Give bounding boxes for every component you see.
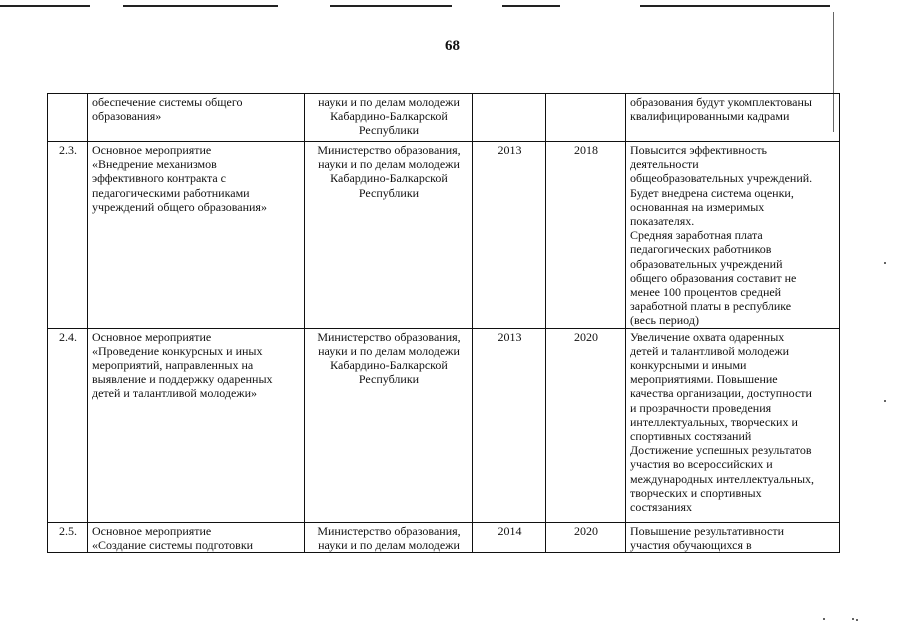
start-year-cell <box>473 94 546 142</box>
cell-text-line: 2.3. <box>59 143 77 157</box>
start-year-cell <box>473 522 546 552</box>
scan-speck <box>852 618 854 620</box>
executor-cell <box>305 328 473 522</box>
cell-text-line: науки и по делам молодежи <box>318 157 460 172</box>
cell-text-line: детей и талантливой молодежи <box>630 343 789 358</box>
scan-speck <box>823 618 825 620</box>
cell-text-line: Основное мероприятие <box>92 523 212 538</box>
cell-text-line: науки и по делам молодежи <box>318 537 460 552</box>
table-row <box>48 142 840 329</box>
scan-speck <box>884 262 886 264</box>
cell-text-line: педагогических работников <box>630 242 772 257</box>
cell-text-line: 2020 <box>574 523 598 538</box>
cell-text-line: квалифицированными кадрами <box>630 109 790 124</box>
cell-text-line: творческих и спортивных <box>630 485 762 500</box>
cell-text-line: Республики <box>358 372 420 387</box>
scan-top-rule <box>330 5 452 7</box>
cell-text-line: Республики <box>358 123 420 138</box>
program-measures-table <box>47 93 840 553</box>
scan-speck <box>856 619 858 621</box>
row-number-cell <box>48 522 88 552</box>
cell-text-line: Министерство образования, <box>317 329 461 344</box>
cell-text-line: науки и по делам молодежи <box>318 343 460 358</box>
end-year-cell <box>546 142 626 329</box>
cell-text-line: 2020 <box>574 329 598 344</box>
start-year-cell <box>473 142 546 329</box>
cell-text-line: и прозрачности проведения <box>630 400 772 415</box>
measure-name-cell <box>88 328 305 522</box>
cell-text-line: Основное мероприятие <box>92 329 212 344</box>
measure-name-cell <box>88 522 305 552</box>
end-year-cell <box>546 522 626 552</box>
cell-text-line: Республики <box>358 185 420 200</box>
cell-text-line: Кабардино-Балкарской <box>330 171 448 186</box>
executor-cell <box>305 522 473 552</box>
cell-text-line: Кабардино-Балкарской <box>330 109 448 124</box>
cell-text-line: Увеличение охвата одаренных <box>630 329 785 344</box>
cell-text-line: «Проведение конкурсных и иных <box>92 343 263 358</box>
row-number-cell <box>48 94 88 142</box>
cell-text-line: эффективного контракта с <box>92 171 227 186</box>
table-row <box>48 328 840 522</box>
cell-text-line: «Создание системы подготовки <box>92 537 254 552</box>
cell-text-line: 2.5. <box>59 523 77 538</box>
scan-top-rule <box>123 5 278 7</box>
scan-top-rule <box>502 5 560 7</box>
table-row <box>48 94 840 142</box>
cell-text-line: участия во всероссийских и <box>630 457 773 472</box>
measure-name-cell <box>88 94 305 142</box>
cell-text-line: 2.4. <box>59 329 77 344</box>
cell-text-line: конкурсными и иными <box>630 358 747 373</box>
expected-result-cell <box>626 142 840 329</box>
row-number-cell <box>48 328 88 522</box>
cell-text-line: показателях. <box>630 214 695 229</box>
cell-text-line: Средняя заработная плата <box>630 228 763 243</box>
cell-text-line: основанная на измеримых <box>630 199 765 214</box>
cell-text-line: науки и по делам молодежи <box>318 95 460 109</box>
cell-text-line: заработной платы в республике <box>630 299 792 314</box>
end-year-cell <box>546 94 626 142</box>
cell-text-line: Министерство образования, <box>317 143 461 157</box>
table-row <box>48 522 840 552</box>
cell-text-line: состязаниях <box>630 500 692 515</box>
cell-text-line: международных интеллектуальных, <box>630 471 815 486</box>
cell-text-line: Достижение успешных результатов <box>630 443 812 458</box>
cell-text-line: учреждений общего образования» <box>92 199 267 214</box>
cell-text-line: 2014 <box>497 523 522 538</box>
row-number-cell <box>48 142 88 329</box>
cell-text-line: Повышение результативности <box>630 523 785 538</box>
cell-text-line: общего образования составит не <box>630 270 797 285</box>
executor-cell <box>305 142 473 329</box>
scan-top-rule <box>0 5 90 7</box>
cell-text-line: качества организации, доступности <box>630 386 812 401</box>
cell-text-line: образовательных учреждений <box>630 256 783 271</box>
cell-text-line: мероприятиями. Повышение <box>630 372 778 387</box>
executor-cell <box>305 94 473 142</box>
cell-text-line: общеобразовательных учреждений. <box>630 171 813 186</box>
cell-text-line: 2013 <box>497 143 522 157</box>
end-year-cell <box>546 328 626 522</box>
cell-text-line: интеллектуальных, творческих и <box>630 414 798 429</box>
cell-text-line: Будет внедрена система оценки, <box>630 185 794 200</box>
cell-text-line: (весь период) <box>630 313 699 328</box>
expected-result-cell <box>626 522 840 552</box>
cell-text-line: образования будут укомплектованы <box>630 95 812 109</box>
cell-text-line: 2018 <box>574 143 598 157</box>
expected-result-cell <box>626 328 840 522</box>
cell-text-line: спортивных состязаний <box>630 429 752 444</box>
cell-text-line: выявление и поддержку одаренных <box>92 372 273 387</box>
cell-text-line: Министерство образования, <box>317 523 461 538</box>
cell-text-line: педагогическими работниками <box>92 185 250 200</box>
cell-text-line: Основное мероприятие <box>92 143 212 157</box>
scan-top-rule <box>640 5 830 7</box>
cell-text-line: детей и талантливой молодежи» <box>92 386 257 401</box>
cell-text-line: Кабардино-Балкарской <box>330 358 448 373</box>
cell-text-line: 2013 <box>497 329 522 344</box>
measure-name-cell <box>88 142 305 329</box>
page-number: 68 <box>445 38 460 54</box>
cell-text-line: деятельности <box>630 157 699 172</box>
cell-text-line: Повысится эффективность <box>630 143 768 157</box>
cell-text-line: образования» <box>92 109 162 124</box>
expected-result-cell <box>626 94 840 142</box>
cell-text-line: обеспечение системы общего <box>92 95 243 109</box>
cell-text-line: «Внедрение механизмов <box>92 157 217 172</box>
cell-text-line: менее 100 процентов средней <box>630 285 782 300</box>
cell-text-line: мероприятий, направленных на <box>92 358 254 373</box>
start-year-cell <box>473 328 546 522</box>
scan-speck <box>884 400 886 402</box>
cell-text-line: участия обучающихся в <box>630 537 752 552</box>
